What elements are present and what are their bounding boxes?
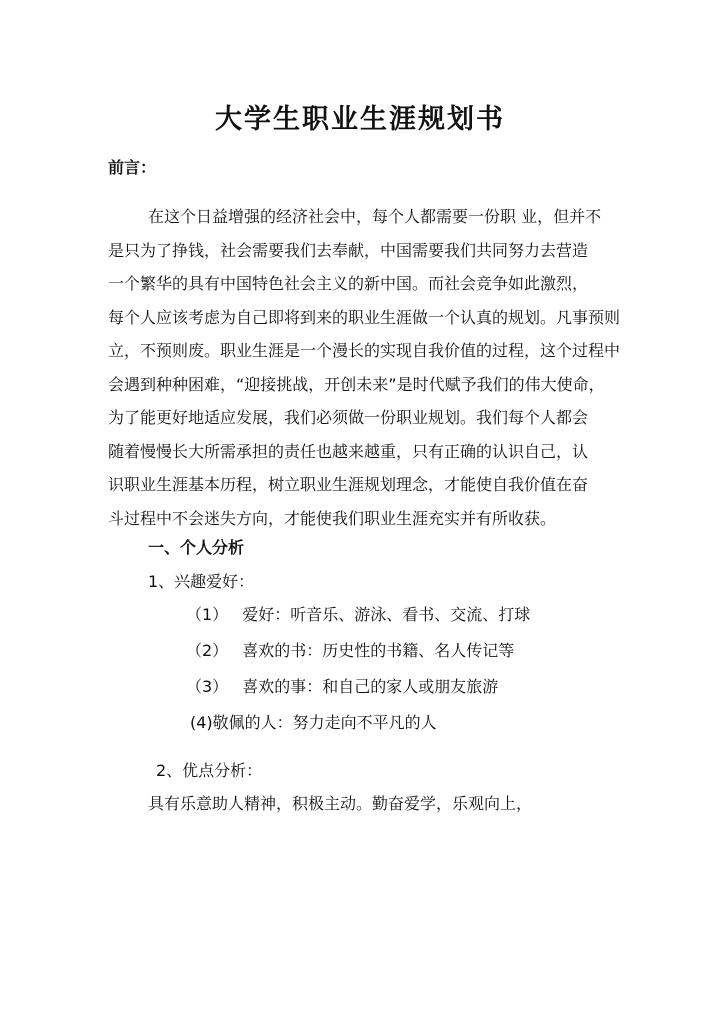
document-title: 大学生职业生涯规划书 (215, 104, 505, 135)
preface-line: 一个繁华的具有中国特色社会主义的新中国。而社会竞争如此激烈， (108, 274, 589, 293)
interest-item-number: (4) (190, 713, 213, 732)
interest-item-number: （2） (186, 641, 229, 660)
preface-line: 是只为了挣钱，社会需要我们去奉献，中国需要我们共同努力去营造 (108, 240, 589, 260)
interest-item-text: 敬佩的人：努力走向不平凡的人 (212, 713, 437, 732)
interest-item-text: 爱好：听音乐、游泳、看书、交流、打球 (242, 605, 531, 624)
interest-item (186, 639, 514, 663)
preface-paragraph (108, 200, 638, 535)
preface-label: 前言： (108, 158, 157, 177)
preface-line: 识职业生涯基本历程，树立职业生涯规划理念，才能使自我价值在奋 (108, 475, 589, 494)
interest-item (186, 675, 498, 699)
interest-item-text: 喜欢的书：历史性的书籍、名人传记等 (242, 641, 515, 660)
interest-item-number: （1） (186, 605, 229, 624)
preface-line: 为了能更好地适应发展，我们必须做一份职业规划。我们每个人都会 (108, 408, 589, 427)
preface-line: 每个人应该考虑为自己即将到来的职业生涯做一个认真的规划。凡事预则 (108, 307, 621, 327)
preface-line: 随着慢慢长大所需承担的责任也越来越重，只有正确的认识自己，认 (108, 441, 589, 461)
preface-line: 斗过程中不会迷失方向，才能使我们职业生涯充实并有所收获。 (108, 508, 557, 528)
interest-item (186, 603, 530, 627)
preface-line: 在这个日益增强的经济社会中，每个人都需要一份职 业，但并不 (148, 207, 602, 226)
strengths-text: 具有乐意助人精神，积极主动。勤奋爱学，乐观向上， (148, 794, 533, 813)
interest-item-text: 喜欢的事：和自己的家人或朋友旅游 (242, 677, 499, 696)
section-heading-personal-analysis: 一、个人分析 (148, 538, 245, 557)
strengths-heading: 2、优点分析： (156, 761, 263, 780)
interests-heading: 1、兴趣爱好： (148, 572, 255, 591)
preface-line: 会遇到种种困难，“迎接挑战，开创未来”是时代赋予我们的伟大使命， (108, 374, 605, 394)
interest-item (190, 711, 437, 735)
preface-line: 立，不预则废。职业生涯是一个漫长的实现自我价值的过程，这个过程中 (108, 341, 621, 360)
interest-item-number: （3） (186, 677, 229, 696)
